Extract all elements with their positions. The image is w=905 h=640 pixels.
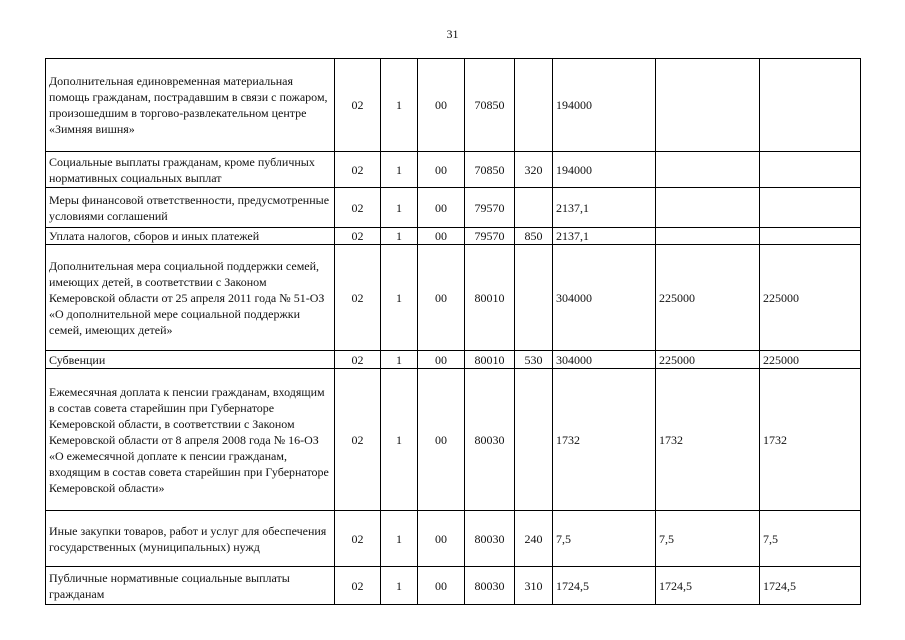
amount-year-2: 1732 bbox=[656, 369, 760, 511]
section-code: 02 bbox=[335, 228, 381, 245]
amount-year-1: 304000 bbox=[553, 245, 656, 351]
amount-year-2: 1724,5 bbox=[656, 567, 760, 605]
expense-type-code bbox=[515, 369, 553, 511]
row-name: Меры финансовой ответственности, предусмотренные условиями соглашений bbox=[46, 188, 335, 228]
row-name: Субвенции bbox=[46, 351, 335, 369]
amount-year-2: 225000 bbox=[656, 351, 760, 369]
table-row bbox=[46, 567, 861, 605]
direction-code: 70850 bbox=[465, 152, 515, 188]
expense-type-code bbox=[515, 188, 553, 228]
program-code: 1 bbox=[381, 245, 418, 351]
subprogram-code: 00 bbox=[418, 59, 465, 152]
program-code: 1 bbox=[381, 567, 418, 605]
amount-year-1: 7,5 bbox=[553, 511, 656, 567]
table-row bbox=[46, 152, 861, 188]
expense-type-code: 240 bbox=[515, 511, 553, 567]
direction-code: 79570 bbox=[465, 188, 515, 228]
amount-year-2 bbox=[656, 152, 760, 188]
program-code: 1 bbox=[381, 228, 418, 245]
amount-year-2: 225000 bbox=[656, 245, 760, 351]
row-name: Уплата налогов, сборов и иных платежей bbox=[46, 228, 335, 245]
amount-year-3: 7,5 bbox=[760, 511, 861, 567]
amount-year-2 bbox=[656, 228, 760, 245]
amount-year-3 bbox=[760, 59, 861, 152]
program-code: 1 bbox=[381, 152, 418, 188]
expense-type-code: 530 bbox=[515, 351, 553, 369]
direction-code: 70850 bbox=[465, 59, 515, 152]
table-row bbox=[46, 511, 861, 567]
page-number: 31 bbox=[446, 27, 459, 41]
expense-type-code bbox=[515, 59, 553, 152]
row-name: Дополнительная мера социальной поддержки семей, имеющих детей, в соответствии с Законом Кемеровской области от 25 апреля 2011 года № 51-ОЗ «О дополнительной мере социальной поддержки семей, имеющих детей» bbox=[46, 245, 335, 351]
table-row bbox=[46, 59, 861, 152]
direction-code: 80030 bbox=[465, 369, 515, 511]
section-code: 02 bbox=[335, 188, 381, 228]
row-name: Социальные выплаты гражданам, кроме публичных нормативных социальных выплат bbox=[46, 152, 335, 188]
amount-year-1: 1732 bbox=[553, 369, 656, 511]
expense-type-code: 320 bbox=[515, 152, 553, 188]
section-code: 02 bbox=[335, 369, 381, 511]
direction-code: 80010 bbox=[465, 351, 515, 369]
table-row bbox=[46, 369, 861, 511]
program-code: 1 bbox=[381, 188, 418, 228]
row-name: Ежемесячная доплата к пенсии гражданам, входящим в состав совета старейшин при Губернаторе Кемеровской области, в соответствии с Законом Кемеровской области от 8 апреля 2008 года № 16-ОЗ «О ежемесячной доплате к пенсии гражданам, входящим в состав совета старейшин при Губернаторе Кемеровской области» bbox=[46, 369, 335, 511]
row-name: Иные закупки товаров, работ и услуг для обеспечения государственных (муниципальных) нужд bbox=[46, 511, 335, 567]
program-code: 1 bbox=[381, 369, 418, 511]
direction-code: 80010 bbox=[465, 245, 515, 351]
table-row bbox=[46, 245, 861, 351]
section-code: 02 bbox=[335, 567, 381, 605]
section-code: 02 bbox=[335, 245, 381, 351]
subprogram-code: 00 bbox=[418, 245, 465, 351]
amount-year-1: 194000 bbox=[553, 152, 656, 188]
section-code: 02 bbox=[335, 511, 381, 567]
subprogram-code: 00 bbox=[418, 188, 465, 228]
amount-year-3: 225000 bbox=[760, 351, 861, 369]
section-code: 02 bbox=[335, 152, 381, 188]
expense-type-code: 310 bbox=[515, 567, 553, 605]
subprogram-code: 00 bbox=[418, 567, 465, 605]
amount-year-3: 225000 bbox=[760, 245, 861, 351]
amount-year-3 bbox=[760, 228, 861, 245]
amount-year-1: 1724,5 bbox=[553, 567, 656, 605]
subprogram-code: 00 bbox=[418, 511, 465, 567]
amount-year-1: 2137,1 bbox=[553, 228, 656, 245]
program-code: 1 bbox=[381, 59, 418, 152]
subprogram-code: 00 bbox=[418, 152, 465, 188]
budget-table bbox=[45, 58, 861, 605]
expense-type-code: 850 bbox=[515, 228, 553, 245]
subprogram-code: 00 bbox=[418, 351, 465, 369]
amount-year-3 bbox=[760, 188, 861, 228]
row-name: Публичные нормативные социальные выплаты гражданам bbox=[46, 567, 335, 605]
amount-year-2 bbox=[656, 188, 760, 228]
direction-code: 80030 bbox=[465, 567, 515, 605]
amount-year-1: 304000 bbox=[553, 351, 656, 369]
amount-year-1: 194000 bbox=[553, 59, 656, 152]
direction-code: 80030 bbox=[465, 511, 515, 567]
amount-year-1: 2137,1 bbox=[553, 188, 656, 228]
section-code: 02 bbox=[335, 59, 381, 152]
table-row bbox=[46, 351, 861, 369]
amount-year-3: 1724,5 bbox=[760, 567, 861, 605]
expense-type-code bbox=[515, 245, 553, 351]
amount-year-2: 7,5 bbox=[656, 511, 760, 567]
table-row bbox=[46, 228, 861, 245]
section-code: 02 bbox=[335, 351, 381, 369]
amount-year-2 bbox=[656, 59, 760, 152]
direction-code: 79570 bbox=[465, 228, 515, 245]
row-name: Дополнительная единовременная материальная помощь гражданам, пострадавшим в связи с пожаром, произошедшим в торгово-развлекательном центре «Зимняя вишня» bbox=[46, 59, 335, 152]
program-code: 1 bbox=[381, 511, 418, 567]
amount-year-3 bbox=[760, 152, 861, 188]
subprogram-code: 00 bbox=[418, 369, 465, 511]
amount-year-3: 1732 bbox=[760, 369, 861, 511]
program-code: 1 bbox=[381, 351, 418, 369]
table-row bbox=[46, 188, 861, 228]
subprogram-code: 00 bbox=[418, 228, 465, 245]
